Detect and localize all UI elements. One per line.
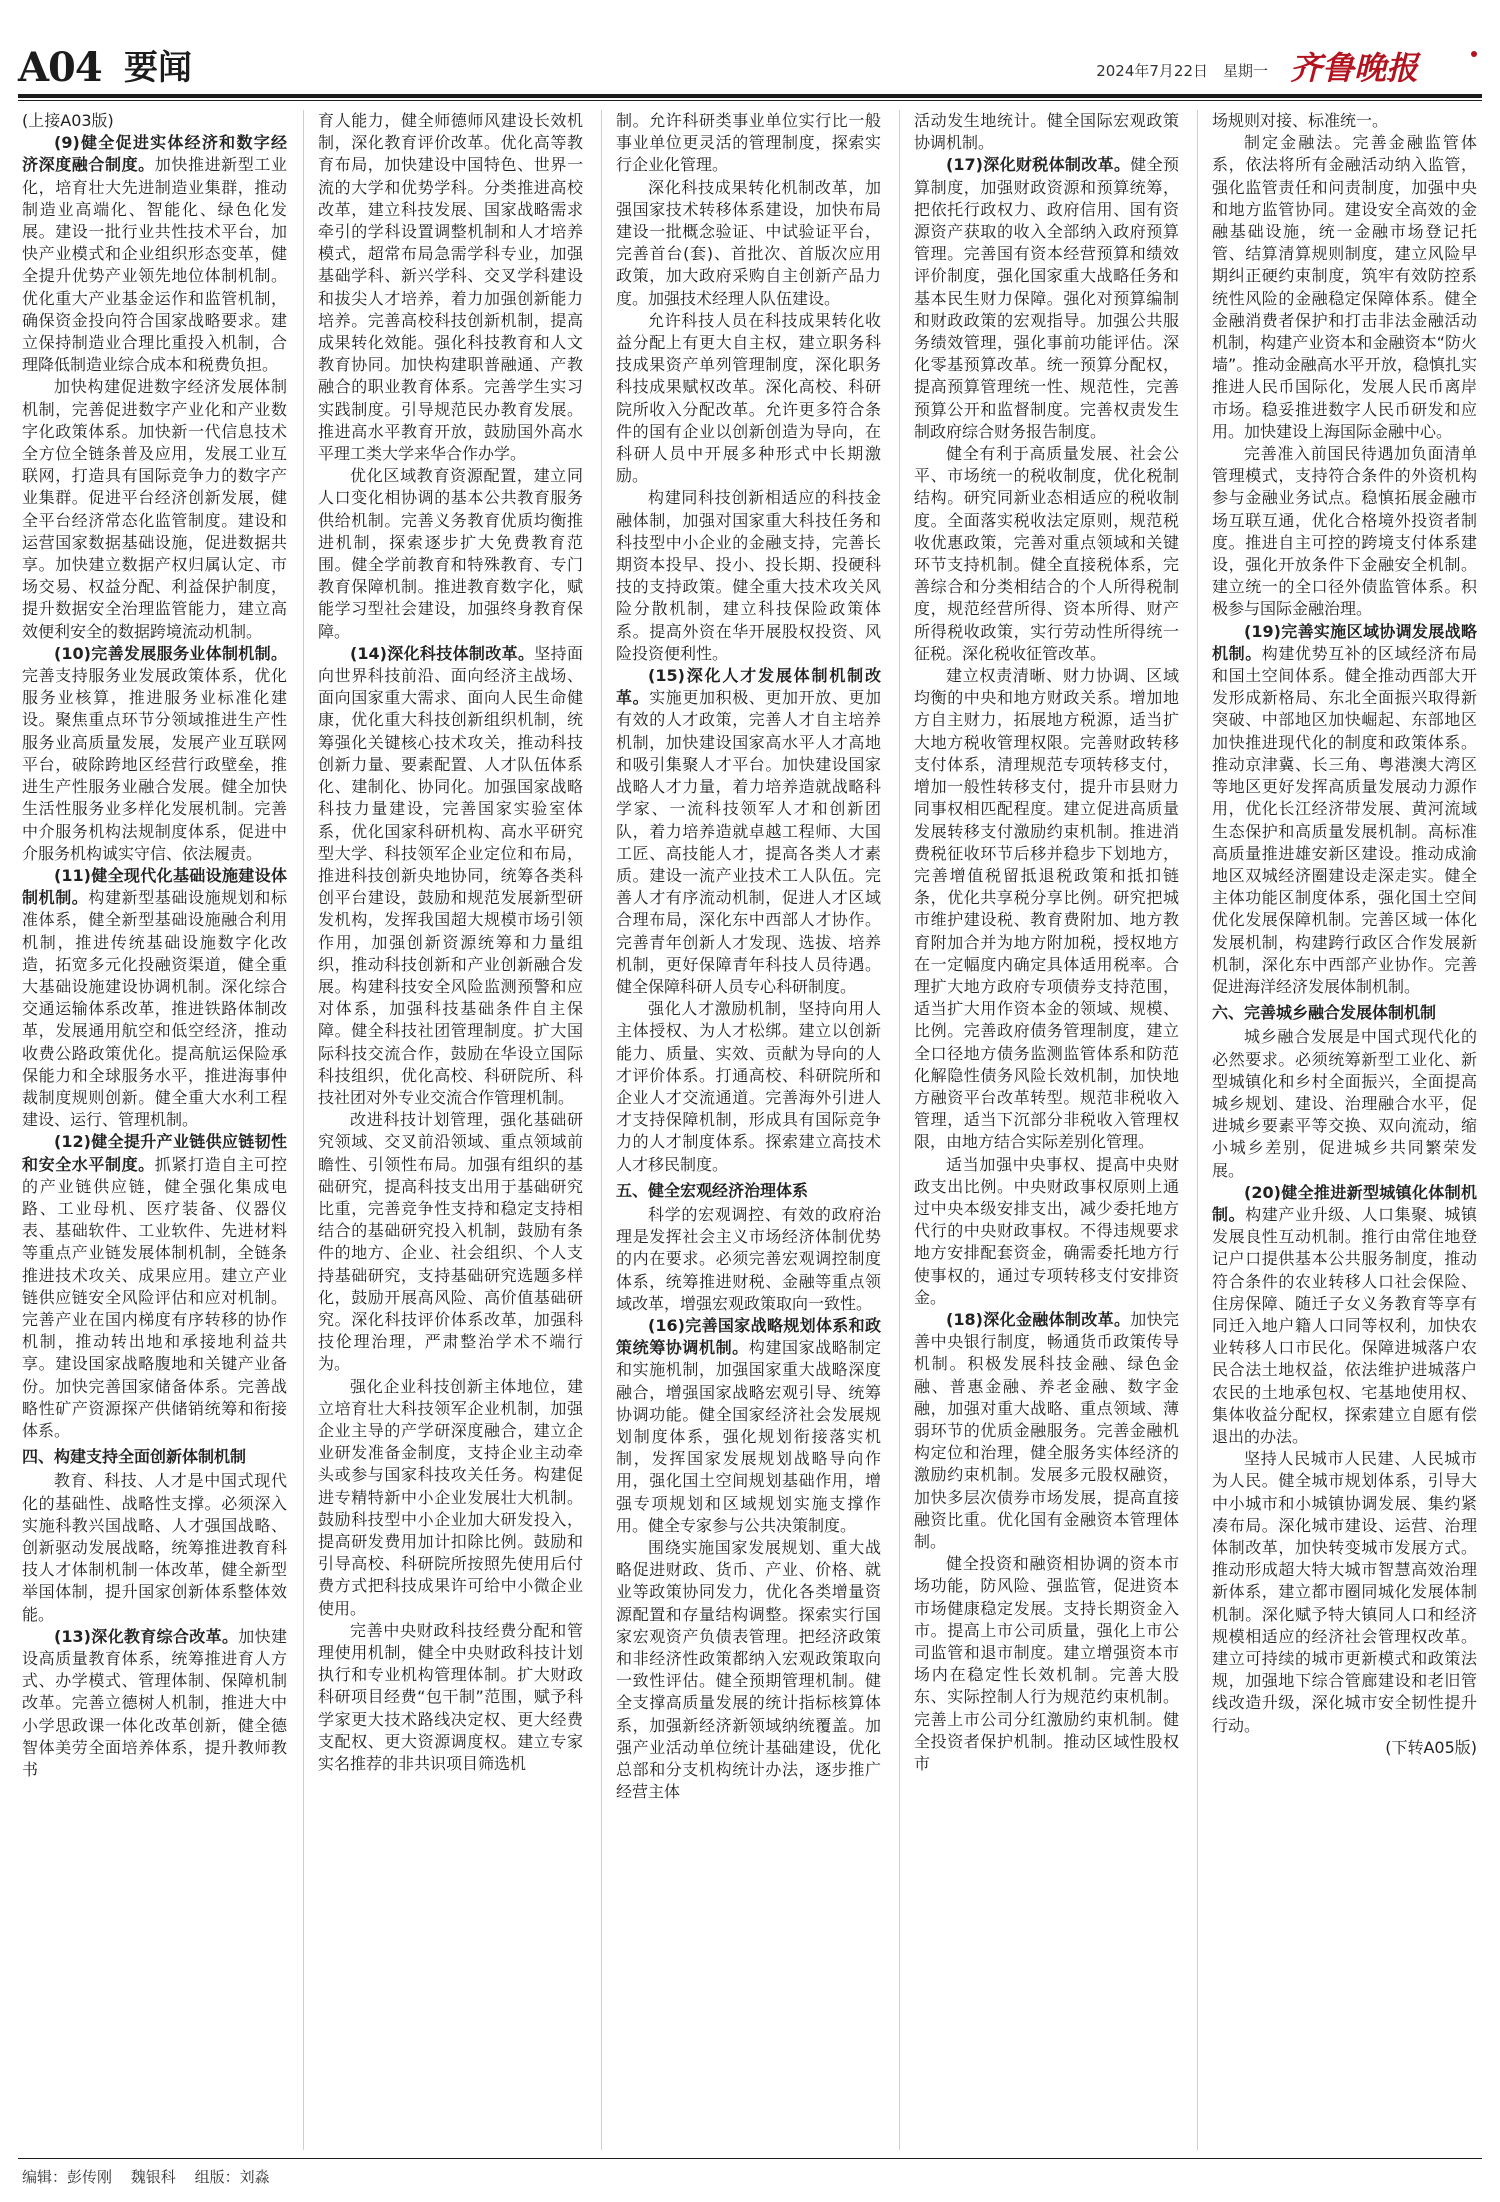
paragraph-lead: (15)深化人才发展体制机制改革。 <box>616 666 881 708</box>
column-divider <box>601 110 602 2150</box>
section-title: 要闻 <box>124 48 192 88</box>
article-paragraph <box>1212 1737 1477 1759</box>
paragraph-text: 四、构建支持全面创新体制机制 <box>22 1447 247 1467</box>
article-paragraph <box>318 1109 583 1375</box>
bottom-rule <box>18 2158 1482 2159</box>
paragraph-text: 建立权责清晰、财力协调、区域均衡的中央和地方财政关系。增加地方自主财力，拓展地方税源，适当扩大地方税收管理权限。完善财政转移支付体系，清理规范专项转移支付，增加一般性转移支付，提升市县财力同事权相匹配程度。建立促进高质量发展转移支付激励约束机制。推进消费税征收环节后移并稳步下划地方，完善增值税留抵退税政策和抵扣链条，优化共享税分享比例。研究把城市维护建设税、教育费附加、地方教育附加合并为地方附加税，授权地方在一定幅度内确定具体适用税率。合理扩大地方政府专项债券支持范围，适当扩大用作资本金的领域、规模、比例。完善政府债务管理制度，建立全口径地方债务监测监管体系和防范化解隐性债务风险长效机制，加快地方融资平台改革转型。规范非税收入管理，适当下沉部分非税收入管理权限，由地方结合实际差别化管理。 <box>914 666 1179 1152</box>
paragraph-lead: (9)健全促进实体经济和数字经济深度融合制度。 <box>22 133 287 175</box>
article-paragraph <box>616 1537 881 1803</box>
paragraph-text: 健全投资和融资相协调的资本市场功能，防风险、强监管，促进资本市场健康稳定发展。支持长期资金入市。提高上市公司质量，强化上市公司监管和退市制度。建立增强资本市场内在稳定性长效机制。完善大股东、实际控制人行为规范约束机制。完善上市公司分红激励约束机制。健全投资者保护机制。推动区域性股权市 <box>914 1554 1179 1774</box>
logo-text: 齐鲁晚报 <box>1290 49 1419 87</box>
paragraph-text: 制定金融法。完善金融监管体系，依法将所有金融活动纳入监管，强化监管责任和问责制度，加强中央和地方监管协同。建设安全高效的金融基础设施，统一金融市场登记托管、结算清算规则制度，建立风险早期纠正硬约束制度，筑牢有效防控系统性风险的金融稳定保障体系。健全金融消费者保护和打击非法金融活动机制，构建产业资本和金融资本“防火墙”。推动金融高水平开放，稳慎扎实推进人民币国际化，发展人民币离岸市场。稳妥推进数字人民币研发和应用。加快建设上海国际金融中心。 <box>1212 133 1477 441</box>
layout-credit: 组版：刘淼 <box>194 2168 270 2186</box>
paragraph-text: 加快完善中央银行制度，畅通货币政策传导机制。积极发展科技金融、绿色金融、普惠金融、养老金融、数字金融，加强对重大战略、重点领域、薄弱环节的优质金融服务。完善金融机构定位和治理，健全服务实体经济的激励约束机制。发展多元股权融资，加快多层次债券市场发展，提高直接融资比重。优化国有金融资本管理体制。 <box>914 1309 1179 1551</box>
column-divider <box>303 110 304 2150</box>
paragraph-text: 构建产业升级、人口集聚、城镇发展良性互动机制。推行由常住地登记户口提供基本公共服务制度，推动符合条件的农业转移人口社会保险、住房保障、随迁子女义务教育等享有同迁入地户籍人口同等权利，加快农业转移人口市民化。保障进城落户农民合法土地权益，依法维护进城落户农民的土地承包权、宅基地使用权、集体收益分配权，探索建立自愿有偿退出的办法。 <box>1212 1204 1477 1446</box>
newspaper-logo <box>1286 44 1482 90</box>
paragraph-text: 构建国家战略制定和实施机制，加强国家重大战略深度融合，增强国家战略宏观引导、统筹协调功能。健全国家经济社会发展规划制度体系，强化规划衔接落实机制，发挥国家发展规划战略导向作用，强化国土空间规划基础作用，增强专项规划和区域规划实施支撑作用。健全专家参与公共决策制度。 <box>616 1338 881 1535</box>
article-paragraph <box>318 1376 583 1620</box>
paragraph-text: 改进科技计划管理，强化基础研究领域、交叉前沿领域、重点领域前瞻性、引领性布局。加强有组织的基础研究，提高科技支出用于基础研究比重，完善竞争性支持和稳定支持相结合的基础研究投入机制，鼓励有条件的地方、企业、社会组织、个人支持基础研究，支持基础研究选题多样化，鼓励开展高风险、高价值基础研究。深化科技评价体系改革，加强科技伦理治理，严肃整治学术不端行为。 <box>318 1110 583 1374</box>
paragraph-text: 抓紧打造自主可控的产业链供应链，健全强化集成电路、工业母机、医疗装备、仪器仪表、基础软件、工业软件、先进材料等重点产业链发展体制机制，全链条推进技术攻关、成果应用。建立产业链供应链安全风险评估和应对机制。完善产业在国内梯度有序转移的协作机制，推动转出地和承接地利益共享。建设国家战略腹地和关键产业备份。加快完善国家储备体系。完善战略性矿产资源探产供储销统筹和衔接体系。 <box>22 1154 287 1440</box>
section-heading <box>616 1180 881 1202</box>
paragraph-text: 完善准入前国民待遇加负面清单管理模式，支持符合条件的外资机构参与金融业务试点。稳慎拓展金融市场互联互通，优化合格境外投资者制度。推进自主可控的跨境支付体系建设，强化开放条件下金融安全机制。建立统一的全口径外债监管体系。积极参与国际金融治理。 <box>1212 444 1477 619</box>
paragraph-text: 强化人才激励机制，坚持向用人主体授权、为人才松绑。建立以创新能力、质量、实效、贡献为导向的人才评价体系。打通高校、科研院所和企业人才交流通道。完善海外引进人才支持保障机制，形成具有国际竞争力的人才制度体系。探索建立高技术人才移民制度。 <box>616 999 881 1174</box>
article-paragraph <box>914 154 1179 443</box>
article-paragraph <box>616 110 881 177</box>
paragraph-text: 加快构建促进数字经济发展体制机制，完善促进数字产业化和产业数字化政策体系。加快新一代信息技术全方位全链条普及应用，发展工业互联网，打造具有国际竞争力的数字产业集群。促进平台经济创新发展，健全平台经济常态化监管制度。建设和运营国家数据基础设施，促进数据共享。加快建立数据产权归属认定、市场交易、权益分配、利益保护制度，提升数据安全治理监管能力，建立高效便利安全的数据跨境流动机制。 <box>22 377 287 641</box>
section-heading <box>22 1446 287 1468</box>
paragraph-text: 优化区域教育资源配置，建立同人口变化相协调的基本公共教育服务供给机制。完善义务教育优质均衡推进机制，探索逐步扩大免费教育范围。健全学前教育和特殊教育、专门教育保障机制。推进教育数字化，赋能学习型社会建设，加强终身教育保障。 <box>318 466 583 641</box>
paragraph-lead: (17)深化财税体制改革。 <box>946 155 1131 175</box>
paragraph-text: 坚持面向世界科技前沿、面向经济主战场、面向国家重大需求、面向人民生命健康，优化重大科技创新组织机制，统筹强化关键核心技术攻关，推动科技创新力量、要素配置、人才队伍体系化、建制化、协同化。加强国家战略科技力量建设，完善国家实验室体系，优化国家科研机构、高水平研究型大学、科技领军企业定位和布局，推进科技创新央地协同，统筹各类科创平台建设，鼓励和规范发展新型研发机构，发挥我国超大规模市场引领作用，加强创新资源统筹和力量组织，推动科技创新和产业创新融合发展。构建科技安全风险监测预警和应对体系，加强科技基础条件自主保障。健全科技社团管理制度。扩大国际科技交流合作，鼓励在华设立国际科技组织，优化高校、科研院所、科技社团对外专业交流合作管理机制。 <box>318 643 583 1107</box>
article-paragraph <box>318 1620 583 1775</box>
paragraph-text: 六、完善城乡融合发展体制机制 <box>1212 1003 1437 1023</box>
article-paragraph <box>914 665 1179 1153</box>
paragraph-text: 强化企业科技创新主体地位，建立培育壮大科技领军企业机制，加强企业主导的产学研深度融合，建立企业研发准备金制度，支持企业主动牵头或参与国家科技攻关任务。构建促进专精特新中小企业发展壮大机制。鼓励科技型中小企业加大研发投入，提高研发费用加计扣除比例。鼓励和引导高校、科研院所按照先使用后付费方式把科技成果许可给中小微企业使用。 <box>318 1376 583 1618</box>
paragraph-text: 五、健全宏观经济治理体系 <box>616 1180 809 1200</box>
paragraph-text: 健全预算制度，加强财政资源和预算统筹，把依托行政权力、政府信用、国有资源资产获取的收入全部纳入政府预算管理。完善国有资本经营预算和绩效评价制度，强化国家重大战略任务和基本民生财力保障。强化对预算编制和财政政策的宏观指导。加强公共服务绩效管理，强化事前功能评估。深化零基预算改革。统一预算分配权，提高预算管理统一性、规范性，完善预算公开和监督制度。完善权责发生制政府综合财务报告制度。 <box>914 155 1179 441</box>
paragraph-lead: (19)完善实施区域协调发展战略机制。 <box>1212 621 1477 663</box>
article-paragraph <box>914 443 1179 665</box>
article-paragraph <box>616 665 881 998</box>
article-column-2 <box>318 110 583 2150</box>
article-paragraph <box>318 110 583 465</box>
paragraph-text: 构建优势互补的区域经济布局和国土空间体系。健全推动西部大开发形成新格局、东北全面振兴取得新突破、中部地区加快崛起、东部地区加快推进现代化的制度和政策体系。推动京津冀、长三角、粤港澳大湾区等地区更好发挥高质量发展动力源作用，优化长江经济带发展、黄河流域生态保护和高质量发展机制。高标准高质量推进雄安新区建设。推动成渝地区双城经济圈建设走深走实。健全主体功能区制度体系，强化国土空间优化发展保障机制。完善区域一体化发展机制，构建跨行政区合作发展新机制，深化东中西部产业协作。完善促进海洋经济发展体制机制。 <box>1212 643 1477 996</box>
article-column-1 <box>22 110 287 2150</box>
paragraph-text: 适当加强中央事权、提高中央财政支出比例。中央财政事权原则上通过中央本级安排支出，减少委托地方代行的中央财政事权。不得违规要求地方安排配套资金，确需委托地方行使事权的，通过专项转移支付安排资金。 <box>914 1154 1179 1307</box>
article-paragraph <box>1212 1182 1477 1448</box>
top-rule-thin <box>18 100 1482 101</box>
paragraph-lead: (13)深化教育综合改革。 <box>54 1626 239 1646</box>
paragraph-text: 坚持人民城市人民建、人民城市为人民。健全城市规划体系，引导大中小城市和小城镇协调发展、集约紧凑布局。深化城市建设、运营、治理体制改革，加快转变城市发展方式。推动形成超大特大城市智慧高效治理新体系，建立都市圈同城化发展体制机制。深化赋予特大镇同人口和经济规模相适应的经济社会管理权改革。建立可持续的城市更新模式和政策法规，加强地下综合管廊建设和老旧管线改造升级，深化城市安全韧性提升行动。 <box>1212 1449 1477 1735</box>
article-paragraph <box>22 643 287 865</box>
article-paragraph <box>616 310 881 488</box>
paragraph-lead: (14)深化科技体制改革。 <box>350 643 535 663</box>
paragraph-text: 加快推进新型工业化，培育壮大先进制造业集群，推动制造业高端化、智能化、绿色化发展。建设一批行业共性技术平台，加快产业模式和企业组织形态变革，健全提升优势产业领先地位体制机制。优化重大产业基金运作和监管机制，确保资金投向符合国家战略要求。建立保持制造业合理比重投入机制，合理降低制造业综合成本和税费负担。 <box>22 155 287 375</box>
article-paragraph <box>318 643 583 1109</box>
paragraph-text: 健全有利于高质量发展、社会公平、市场统一的税收制度，优化税制结构。研究同新业态相适应的税收制度。全面落实税收法定原则，规范税收优惠政策，完善对重点领域和关键环节支持机制。健全直接税体系，完善综合和分类相结合的个人所得税制度，规范经营所得、资本所得、财产所得税收政策，实行劳动性所得统一征税。深化税收征管改革。 <box>914 444 1179 663</box>
article-paragraph <box>1212 621 1477 998</box>
paragraph-text: 完善中央财政科技经费分配和管理使用机制，健全中央财政科技计划执行和专业机构管理体制。扩大财政科研项目经费“包干制”范围，赋予科学家更大技术路线决定权、更大经费支配权、更大资源调度权。建立专家实名推荐的非共识项目筛选机 <box>318 1620 583 1774</box>
article-paragraph <box>1212 132 1477 443</box>
article-paragraph <box>914 1553 1179 1775</box>
article-paragraph <box>1212 1448 1477 1737</box>
editor-credit-2: 魏银科 <box>130 2168 176 2186</box>
paragraph-text: 城乡融合发展是中国式现代化的必然要求。必须统筹新型工业化、新型城镇化和乡村全面振兴，全面提高城乡规划、建设、治理融合水平，促进城乡要素平等交换、双向流动，缩小城乡差别，促进城乡共同繁荣发展。 <box>1212 1027 1477 1180</box>
paragraph-text: 实施更加积极、更加开放、更加有效的人才政策，完善人才自主培养机制，加快建设国家高水平人才高地和吸引集聚人才平台。加快建设国家战略人才力量，着力培养造就战略科学家、一流科技领军人才和创新团队，着力培养造就卓越工程师、大国工匠、高技能人才，提高各类人才素质。建设一流产业技术工人队伍。完善人才有序流动机制，促进人才区域合理布局，深化东中西部人才协作。完善青年创新人才发现、选拔、培养机制，更好保障青年科技人员待遇。健全保障科研人员专心科研制度。 <box>616 688 881 996</box>
article-paragraph <box>616 1204 881 1315</box>
article-column-5 <box>1212 110 1477 2150</box>
article-paragraph <box>616 998 881 1176</box>
paragraph-lead: (16)完善国家战略规划体系和政策统筹协调机制。 <box>616 1315 881 1358</box>
paragraph-text: 围绕实施国家发展规划、重大战略促进财政、货币、产业、价格、就业等政策协同发力，优化各类增量资源配置和存量结构调整。探索实行国家宏观资产负债表管理。把经济政策和非经济性政策都纳入宏观政策取向一致性评估。健全预期管理机制。健全支撑高质量发展的统计指标核算体系，加强新经济新领域纳统覆盖。加强产业活动单位统计基础建设，优化总部和分支机构统计办法，逐步推广经营主体 <box>616 1538 881 1802</box>
logo-dot <box>1471 51 1477 57</box>
paragraph-text: 深化科技成果转化机制改革，加强国家技术转移体系建设，加快布局建设一批概念验证、中试验证平台，完善首台(套)、首批次、首版次应用政策，加大政府采购自主创新产品力度。加强技术经理人队伍建设。 <box>616 177 881 308</box>
paragraph-lead: (10)完善发展服务业体制机制。 <box>54 643 287 663</box>
paragraph-text: 允许科技人员在科技成果转化收益分配上有更大自主权，建立职务科技成果资产单列管理制度，深化职务科技成果赋权改革。深化高校、科研院所收入分配改革。允许更多符合条件的国有企业以创新创造为导向，在科研人员中开展多种形式中长期激励。 <box>616 310 881 486</box>
paragraph-text: 场规则对接、标准统一。 <box>1212 111 1389 130</box>
masthead <box>18 38 1482 91</box>
section-heading <box>1212 1002 1477 1024</box>
paragraph-lead: (11)健全现代化基础设施建设体制机制。 <box>22 865 287 908</box>
issue-date: 2024年7月22日 <box>1096 62 1208 80</box>
article-paragraph <box>22 376 287 642</box>
paragraph-text: 制。允许科研类事业单位实行比一般事业单位更灵活的管理制度，探索实行企业化管理。 <box>616 111 881 175</box>
article-paragraph <box>616 177 881 310</box>
article-paragraph <box>22 1131 287 1442</box>
article-paragraph <box>22 132 287 376</box>
article-column-4 <box>914 110 1179 2150</box>
article-paragraph <box>22 1470 287 1625</box>
paragraph-text: (下转A05版) <box>1385 1737 1477 1757</box>
article-paragraph <box>22 1626 287 1781</box>
paragraph-text: 加快建设高质量教育体系，统筹推进育人方式、办学模式、管理体制、保障机制改革。完善立德树人机制，推进大中小学思政课一体化改革创新，健全德智体美劳全面培养体系，提升教师教书 <box>22 1626 287 1780</box>
paragraph-text: 科学的宏观调控、有效的政府治理是发挥社会主义市场经济体制优势的内在要求。必须完善宏观调控制度体系，统筹推进财税、金融等重点领域改革，增强宏观政策取向一致性。 <box>616 1204 881 1313</box>
article-paragraph <box>914 110 1179 154</box>
article-paragraph <box>22 110 287 132</box>
paragraph-text: 教育、科技、人才是中国式现代化的基础性、战略性支撑。必须深入实施科教兴国战略、人才强国战略、创新驱动发展战略，统筹推进教育科技人才体制机制一体改革，健全新型举国体制，提升国家创新体系整体效能。 <box>22 1471 287 1624</box>
page-code: A04 <box>18 44 102 91</box>
paragraph-lead: (20)健全推进新型城镇化体制机制。 <box>1212 1182 1477 1224</box>
article-paragraph <box>914 1309 1179 1553</box>
paragraph-lead: (18)深化金融体制改革。 <box>946 1309 1131 1329</box>
footer-credits <box>22 2166 284 2187</box>
article-paragraph <box>914 1154 1179 1309</box>
paragraph-lead: (12)健全提升产业链供应链韧性和安全水平制度。 <box>22 1132 287 1174</box>
paragraph-text: 构建新型基础设施规划和标准体系，健全新型基础设施融合利用机制，推进传统基础设施数字化改造，拓宽多元化投融资渠道，健全重大基础设施建设协调机制。深化综合交通运输体系改革，推进铁路体制改革，发展通用航空和低空经济，推动收费公路政策优化。提高航运保险承保能力和全球服务水平，推进海事仲裁制度规则创新。健全重大水利工程建设、运行、管理机制。 <box>22 888 287 1130</box>
paragraph-text: 育人能力，健全师德师风建设长效机制，深化教育评价改革。优化高等教育布局，加快建设中国特色、世界一流的大学和优势学科。分类推进高校改革，建立科技发展、国家战略需求牵引的学科设置调整机制和人才培养模式，超常布局急需学科专业，加强基础学科、新兴学科、交叉学科建设和拔尖人才培养，着力加强创新能力培养。完善高校科技创新机制，提高成果转化效能。强化科技教育和人文教育协同。加快构建职普融通、产教融合的职业教育体系。完善学生实习实践制度。引导规范民办教育发展。推进高水平教育开放，鼓励国外高水平理工类大学来华合作办学。 <box>318 111 583 464</box>
column-divider <box>899 110 900 2150</box>
top-rule <box>18 94 1482 98</box>
article-paragraph <box>22 865 287 1131</box>
column-divider <box>1197 110 1198 2150</box>
paragraph-text: 构建同科技创新相适应的科技金融体制，加强对国家重大科技任务和科技型中小企业的金融支持，完善长期资本投早、投小、投长期、投硬科技的支持政策。健全重大技术攻关风险分散机制，建立科技保险政策体系。提高外资在华开展股权投资、风险投资便利性。 <box>616 488 881 663</box>
article-paragraph <box>318 465 583 643</box>
issue-weekday: 星期一 <box>1222 62 1268 80</box>
paragraph-text: 完善支持服务业发展政策体系，优化服务业核算，推进服务业标准化建设。聚焦重点环节分领域推进生产性服务业高质量发展，发展产业互联网平台，破除跨地区经营行政壁垒，推进生产性服务业融合发展。健全加快生活性服务业多样化发展机制。完善中介服务机构法规制度体系，促进中介服务机构诚实守信、依法履责。 <box>22 666 287 863</box>
article-column-3 <box>616 110 881 2150</box>
article-paragraph <box>1212 110 1477 132</box>
article-paragraph <box>616 1315 881 1537</box>
article-paragraph <box>1212 443 1477 621</box>
article-paragraph <box>616 487 881 665</box>
editor-credit: 编辑：彭传刚 <box>22 2168 113 2186</box>
article-paragraph <box>1212 1026 1477 1181</box>
paragraph-text: (上接A03版) <box>22 111 114 130</box>
paragraph-text: 活动发生地统计。健全国际宏观政策协调机制。 <box>914 111 1179 153</box>
